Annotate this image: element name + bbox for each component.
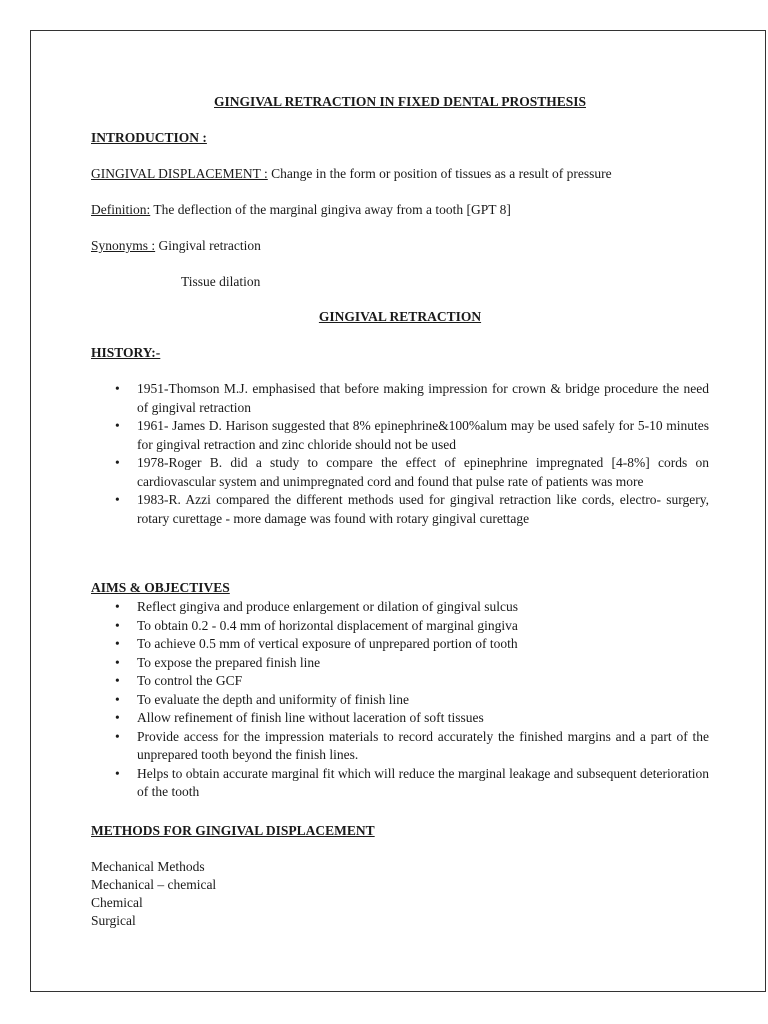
synonyms-text: Gingival retraction xyxy=(155,238,261,253)
list-item: • 1961- James D. Harison suggested that 8% epinephrine&100%alum may be used safely for 5-10 minutes for gingival retraction and zinc chloride should not be used xyxy=(115,418,709,452)
bullet-icon: • xyxy=(115,765,120,781)
method-item: Mechanical Methods xyxy=(91,859,205,874)
introduction-heading: INTRODUCTION : xyxy=(91,130,207,145)
list-item: • 1951-Thomson M.J. emphasised that before making impression for crown & bridge procedure the need of gingival retraction xyxy=(115,381,709,415)
list-item: • Helps to obtain accurate marginal fit which will reduce the marginal leakage and subsequent deterioration of the tooth xyxy=(115,765,709,799)
definition-paragraph xyxy=(91,201,511,219)
retraction-heading: GINGIVAL RETRACTION xyxy=(318,309,482,324)
list-item: • 1983-R. Azzi compared the different methods used for gingival retraction like cords, electro- surgery, rotary curettage - more damage was found with rotary gingival curettage xyxy=(115,492,709,526)
list-item: • To evaluate the depth and uniformity of finish line xyxy=(91,691,709,710)
bullet-icon: • xyxy=(115,654,120,670)
history-heading: HISTORY:- xyxy=(91,345,161,360)
aims-heading: AIMS & OBJECTIVES xyxy=(91,580,230,595)
bullet-icon: • xyxy=(115,691,120,707)
list-item: • 1978-Roger B. did a study to compare the effect of epinephrine impregnated [4-8%] cords on cardiovascular system and unimpregnated cord and found that pulse rate of patients was more xyxy=(115,455,709,489)
bullet-icon: • xyxy=(115,381,120,396)
bullet-icon: • xyxy=(115,728,120,744)
list-item: • To obtain 0.2 - 0.4 mm of horizontal displacement of marginal gingiva xyxy=(91,617,709,636)
displacement-text: Change in the form or position of tissues as a result of pressure xyxy=(267,166,612,181)
list-item: • To control the GCF xyxy=(91,672,709,691)
list-item: • To achieve 0.5 mm of vertical exposure of unprepared portion of tooth xyxy=(91,635,709,654)
displacement-term: GINGIVAL DISPLACEMENT : xyxy=(91,166,268,181)
synonym-second: Tissue dilation xyxy=(181,274,261,289)
history-list xyxy=(91,380,709,528)
bullet-icon: • xyxy=(115,455,120,470)
method-item: Surgical xyxy=(91,913,136,928)
definition-term: Definition: xyxy=(91,202,151,217)
bullet-icon: • xyxy=(115,492,120,507)
bullet-icon: • xyxy=(115,599,120,614)
method-item: Mechanical – chemical xyxy=(91,877,217,892)
list-item: • Reflect gingiva and produce enlargement or dilation of gingival sulcus xyxy=(91,598,709,617)
document-page xyxy=(30,30,766,992)
synonyms-term: Synonyms : xyxy=(91,238,156,253)
list-item: • To expose the prepared finish line xyxy=(91,654,709,673)
aims-list xyxy=(91,598,709,802)
bullet-icon: • xyxy=(115,636,120,651)
document-title: GINGIVAL RETRACTION IN FIXED DENTAL PROSTHESIS xyxy=(214,94,586,109)
bullet-icon: • xyxy=(115,418,120,433)
list-item: • Provide access for the impression materials to record accurately the finished margins and a part of the unprepared tooth beyond the finish lines. xyxy=(115,728,709,762)
displacement-paragraph xyxy=(91,165,612,183)
method-item: Chemical xyxy=(91,895,143,910)
list-item: • Allow refinement of finish line without laceration of soft tissues xyxy=(91,709,709,728)
definition-text: The deflection of the marginal gingiva away from a tooth [GPT 8] xyxy=(150,202,511,217)
methods-heading: METHODS FOR GINGIVAL DISPLACEMENT xyxy=(91,823,375,838)
bullet-icon: • xyxy=(115,710,120,725)
bullet-icon: • xyxy=(115,673,120,688)
synonyms-paragraph xyxy=(91,237,261,255)
bullet-icon: • xyxy=(115,617,120,633)
